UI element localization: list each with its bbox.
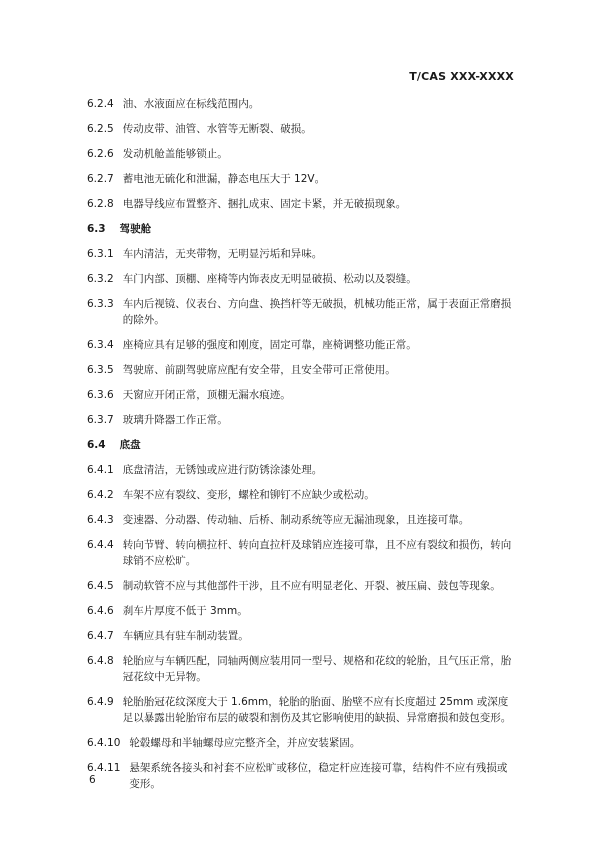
clause-number: 6.2.8 — [87, 198, 114, 210]
clause-item — [87, 603, 514, 619]
clause-item — [87, 96, 514, 112]
clause-text: 发动机舱盖能够锁止。 — [122, 148, 228, 160]
clause-item — [87, 146, 514, 162]
clause-number: 6.2.6 — [87, 148, 114, 160]
clause-number: 6.4.7 — [87, 630, 114, 642]
clause-number: 6.4.6 — [87, 605, 114, 617]
clause-item — [87, 337, 514, 353]
clause-text: 轮胎应与车辆匹配，同轴两侧应装用同一型号、规格和花纹的轮胎，且气压正常，胎冠花纹中无异物。 — [122, 655, 512, 683]
clause-text: 轮毂螺母和半轴螺母应完整齐全，并应安装紧固。 — [129, 737, 361, 749]
clause-number: 6.4.8 — [87, 655, 114, 667]
clause-item — [87, 760, 514, 792]
clause-text: 轮胎胎冠花纹深度大于 1.6mm，轮胎的胎面、胎壁不应有长度超过 25mm 或深度足以暴露出轮胎帘布层的破裂和割伤及其它影响使用的缺损、异常磨损和鼓包变形。 — [122, 696, 512, 724]
section-heading — [87, 437, 514, 453]
clause-number: 6.3 — [87, 223, 106, 235]
clause-number: 6.2.5 — [87, 123, 114, 135]
clause-number: 6.3.4 — [87, 339, 114, 351]
section-heading — [87, 221, 514, 237]
clause-text: 天窗应开闭正常，顶棚无漏水痕迹。 — [122, 389, 291, 401]
clause-number: 6.3.5 — [87, 364, 114, 376]
clause-text: 车架不应有裂纹、变形，螺栓和铆钉不应缺少或松动。 — [122, 489, 375, 501]
clause-number: 6.4.3 — [87, 514, 114, 526]
clause-text: 车辆应具有驻车制动装置。 — [122, 630, 249, 642]
clause-item — [87, 362, 514, 378]
clause-text: 油、水液面应在标线范围内。 — [122, 98, 260, 110]
clause-text: 车内后视镜、仪表台、方向盘、换挡杆等无破损，机械功能正常，属于表面正常磨损的除外。 — [122, 298, 512, 326]
clause-item — [87, 412, 514, 428]
clause-item — [87, 537, 514, 569]
clause-item — [87, 296, 514, 328]
clause-number: 6.4.1 — [87, 464, 114, 476]
clause-item — [87, 196, 514, 212]
clause-number: 6.2.7 — [87, 173, 114, 185]
clause-number: 6.4.2 — [87, 489, 114, 501]
clause-text: 玻璃升降器工作正常。 — [122, 414, 228, 426]
clause-text: 车门内部、顶棚、座椅等内饰表皮无明显破损、松动以及裂缝。 — [122, 273, 417, 285]
clause-item — [87, 121, 514, 137]
clause-number: 6.3.1 — [87, 248, 114, 260]
clause-text: 座椅应具有足够的强度和刚度，固定可靠，座椅调整功能正常。 — [122, 339, 417, 351]
clause-number: 6.3.7 — [87, 414, 114, 426]
section-title: 驾驶舱 — [119, 223, 152, 235]
clause-text: 驾驶席、前副驾驶席应配有安全带，且安全带可正常使用。 — [122, 364, 396, 376]
clause-item — [87, 628, 514, 644]
clause-text: 蓄电池无硫化和泄漏，静态电压大于 12V。 — [122, 173, 326, 185]
section-title: 底盘 — [119, 439, 141, 451]
clause-number: 6.4.9 — [87, 696, 114, 708]
clause-item — [87, 487, 514, 503]
clause-text: 电器导线应布置整齐、捆扎成束、固定卡紧，并无破损现象。 — [122, 198, 407, 210]
clause-text: 悬架系统各接头和衬套不应松旷或移位，稳定杆应连接可靠，结构件不应有残损或变形。 — [129, 762, 508, 790]
clause-number: 6.3.6 — [87, 389, 114, 401]
clause-text: 转向节臂、转向横拉杆、转向直拉杆及球销应连接可靠，且不应有裂纹和损伤，转向球销不应松旷。 — [122, 539, 512, 567]
clause-item — [87, 271, 514, 287]
clause-item — [87, 735, 514, 751]
clause-text: 底盘清洁，无锈蚀或应进行防锈涂漆处理。 — [122, 464, 323, 476]
clause-item — [87, 653, 514, 685]
clause-text: 车内清洁，无夹带物，无明显污垢和异味。 — [122, 248, 323, 260]
clause-number: 6.4.11 — [87, 762, 121, 774]
document-code: T/CAS XXX-XXXX — [409, 70, 514, 83]
clause-number: 6.4.4 — [87, 539, 114, 551]
clause-item — [87, 171, 514, 187]
clause-item — [87, 512, 514, 528]
clause-text: 传动皮带、油管、水管等无断裂、破损。 — [122, 123, 312, 135]
document-body — [87, 96, 514, 801]
clause-item — [87, 387, 514, 403]
clause-number: 6.3.2 — [87, 273, 114, 285]
clause-item — [87, 246, 514, 262]
clause-number: 6.4.10 — [87, 737, 121, 749]
clause-number: 6.4 — [87, 439, 106, 451]
clause-number: 6.2.4 — [87, 98, 114, 110]
clause-text: 刹车片厚度不低于 3mm。 — [122, 605, 248, 617]
clause-item — [87, 694, 514, 726]
clause-text: 变速器、分动器、传动轴、后桥、制动系统等应无漏油现象，且连接可靠。 — [122, 514, 470, 526]
clause-number: 6.3.3 — [87, 298, 114, 310]
clause-item — [87, 462, 514, 478]
clause-number: 6.4.5 — [87, 580, 114, 592]
page-number: 6 — [89, 774, 96, 786]
clause-text: 制动软管不应与其他部件干涉，且不应有明显老化、开裂、被压扁、鼓包等现象。 — [122, 580, 501, 592]
clause-item — [87, 578, 514, 594]
